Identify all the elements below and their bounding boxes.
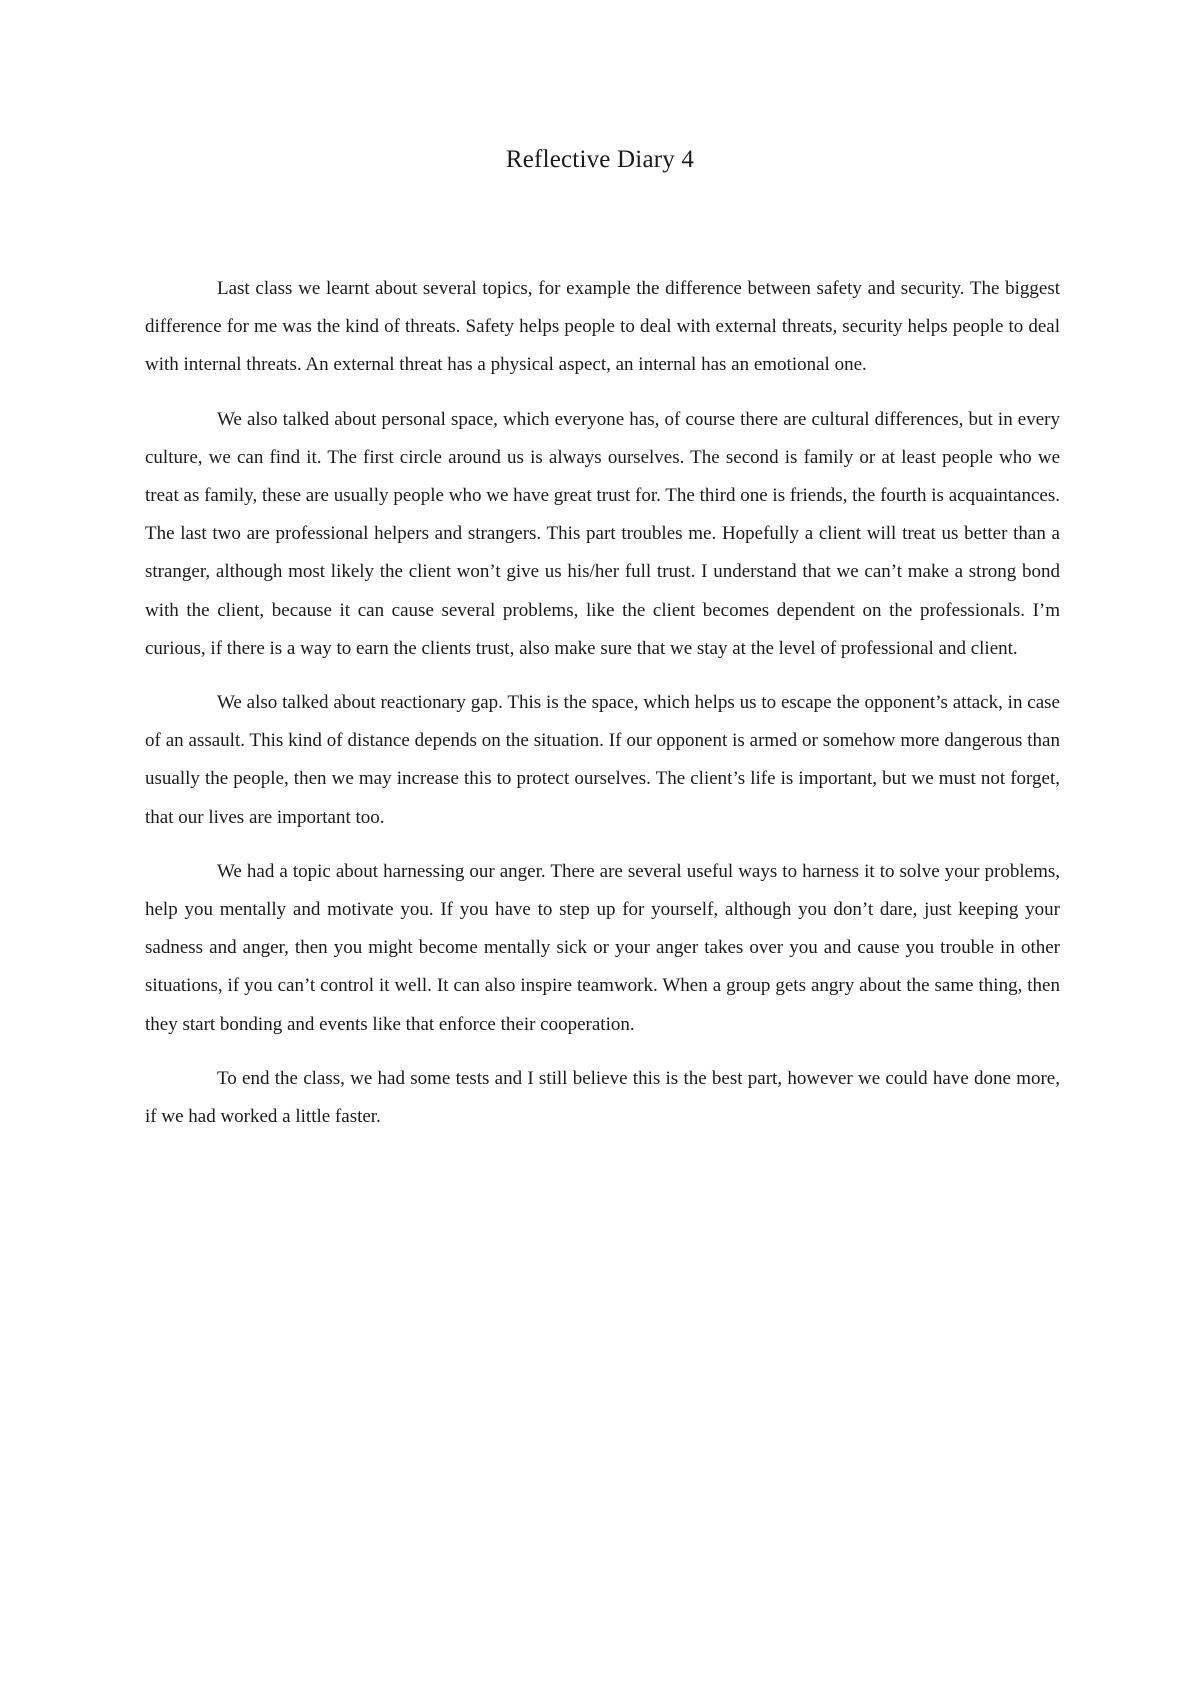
document-body xyxy=(145,270,1060,1152)
paragraph-tests: To end the class, we had some tests and I still believe this is the best part, however we could have done more, if we had worked a little faster. xyxy=(145,1067,1060,1128)
paragraph-personal-space: We also talked about personal space, which everyone has, of course there are cultural differences, but in every culture, we can find it. The first circle around us is always ourselves. The second is family or at least people who we treat as family, these are usually people who we have great trust for. The third one is friends, the fourth is acquaintances. The last two are professional helpers and strangers. This part troubles me. Hopefully a client will treat us better than a stranger, although most likely the client won’t give us his/her full trust. I understand that we can’t make a strong bond with the client, because it can cause several problems, like the client becomes dependent on the professionals. I’m curious, if there is a way to earn the clients trust, also make sure that we stay at the level of professional and client. xyxy=(145,408,1060,659)
paragraph-reactionary-gap: We also talked about reactionary gap. This is the space, which helps us to escape the opponent’s attack, in case of an assault. This kind of distance depends on the situation. If our opponent is armed or somehow more dangerous than usually the people, then we may increase this to protect ourselves. The client’s life is important, but we must not forget, that our lives are important too. xyxy=(145,692,1060,828)
document-title: Reflective Diary 4 xyxy=(505,146,695,173)
paragraph-harnessing-anger: We had a topic about harnessing our anger. There are several useful ways to harness it to solve your problems, help you mentally and motivate you. If you have to step up for yourself, although you don’t dare, just keeping your sadness and anger, then you might become mentally sick or your anger takes over you and cause you trouble in other situations, if you can’t control it well. It can also inspire teamwork. When a group gets angry about the same thing, then they start bonding and events like that enforce their cooperation. xyxy=(145,860,1060,1035)
paragraph-safety-security: Last class we learnt about several topics, for example the difference between safety and security. The biggest difference for me was the kind of threats. Safety helps people to deal with external threats, security helps people to deal with internal threats. An external threat has a physical aspect, an internal has an emotional one. xyxy=(145,278,1060,376)
